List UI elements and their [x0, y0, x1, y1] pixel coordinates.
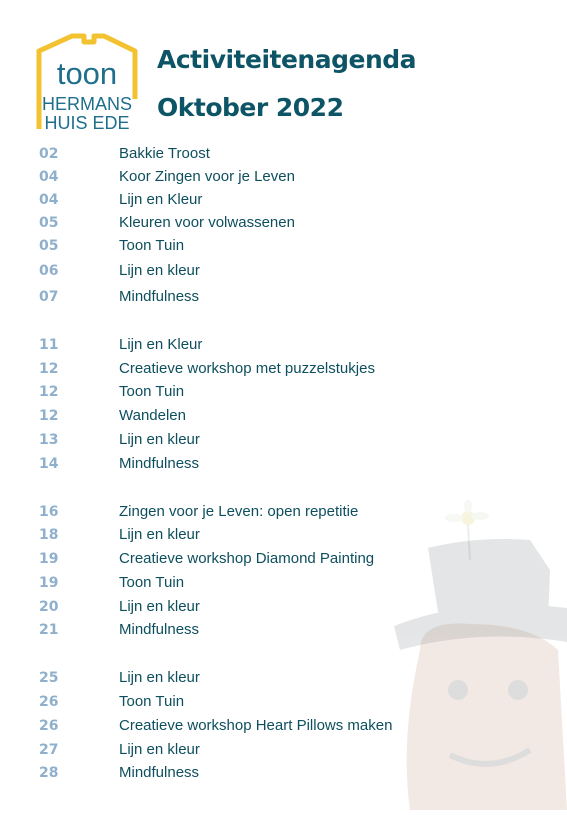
agenda-activity-name: Lijn en kleur — [119, 669, 200, 686]
agenda-activity-name: Mindfulness — [119, 455, 200, 472]
agenda-day-number: 25 — [39, 670, 59, 686]
agenda-item — [0, 691, 567, 713]
agenda-activity-name: Koor Zingen voor je Leven — [119, 168, 295, 185]
agenda-activity-name: Lijn en kleur — [119, 526, 200, 543]
agenda-activity-name: Creatieve workshop Heart Pillows maken — [119, 717, 393, 734]
agenda-day-number: 20 — [39, 599, 59, 615]
agenda-day-number: 07 — [39, 289, 59, 305]
agenda-item — [0, 453, 567, 475]
agenda-day-number: 05 — [39, 215, 59, 231]
agenda-day-number: 05 — [39, 238, 59, 254]
agenda-activity-name: Creatieve workshop met puzzelstukjes — [119, 360, 375, 377]
page-title: Activiteitenagenda — [157, 45, 417, 74]
agenda-item — [0, 166, 567, 188]
logo-word-toon: toon — [56, 56, 118, 91]
agenda-activity-name: Toon Tuin — [119, 574, 185, 591]
agenda-item — [0, 572, 567, 594]
agenda-item — [0, 667, 567, 689]
agenda-item — [0, 334, 567, 356]
agenda-activity-name: Lijn en kleur — [119, 431, 200, 448]
agenda-item — [0, 381, 567, 403]
agenda-item — [0, 212, 567, 234]
agenda-item — [0, 189, 567, 211]
agenda-item — [0, 429, 567, 451]
agenda-activity-name: Mindfulness — [119, 764, 200, 781]
agenda-day-number: 19 — [39, 575, 59, 591]
agenda-day-number: 13 — [39, 432, 59, 448]
agenda-item — [0, 715, 567, 737]
agenda-day-number: 12 — [39, 384, 59, 400]
agenda-day-number: 04 — [39, 192, 59, 208]
agenda-item — [0, 235, 567, 257]
agenda-day-number: 02 — [39, 146, 59, 162]
agenda-activity-name: Creatieve workshop Diamond Painting — [119, 550, 375, 567]
agenda-item — [0, 524, 567, 546]
agenda-day-number: 11 — [39, 337, 59, 353]
agenda-day-number: 18 — [39, 527, 59, 543]
agenda-item — [0, 739, 567, 761]
agenda-day-number: 27 — [39, 742, 59, 758]
logo-word-hermans: HERMANS — [41, 94, 133, 114]
agenda-item — [0, 619, 567, 641]
agenda-day-number: 28 — [39, 765, 59, 781]
agenda-item — [0, 548, 567, 570]
agenda-activity-name: Bakkie Troost — [119, 145, 210, 162]
page-subtitle-month: Oktober 2022 — [157, 93, 344, 122]
agenda-activity-name: Mindfulness — [119, 621, 200, 638]
agenda-activity-name: Lijn en Kleur — [119, 336, 203, 353]
agenda-item — [0, 143, 567, 165]
agenda-activity-name: Mindfulness — [119, 288, 200, 305]
agenda-activity-name: Lijn en kleur — [119, 262, 200, 279]
agenda-activity-name: Toon Tuin — [119, 693, 185, 710]
agenda-day-number: 21 — [39, 622, 59, 638]
agenda-day-number: 19 — [39, 551, 59, 567]
agenda-day-number: 06 — [39, 263, 59, 279]
agenda-item — [0, 286, 567, 308]
agenda-day-number: 16 — [39, 504, 59, 520]
agenda-activity-name: Toon Tuin — [119, 383, 185, 400]
agenda-item — [0, 358, 567, 380]
agenda-item — [0, 596, 567, 618]
agenda-activity-name: Toon Tuin — [119, 237, 185, 254]
agenda-item — [0, 405, 567, 427]
agenda-activity-name: Zingen voor je Leven: open repetitie — [119, 503, 359, 520]
agenda-item — [0, 260, 567, 282]
agenda-activity-name: Lijn en kleur — [119, 598, 200, 615]
agenda-day-number: 26 — [39, 718, 59, 734]
agenda-day-number: 14 — [39, 456, 59, 472]
agenda-activity-name: Lijn en kleur — [119, 741, 200, 758]
agenda-activity-name: Lijn en Kleur — [119, 191, 203, 208]
agenda-day-number: 12 — [39, 408, 59, 424]
agenda-day-number: 04 — [39, 169, 59, 185]
agenda-item — [0, 762, 567, 784]
agenda-activity-name: Wandelen — [119, 407, 186, 424]
agenda-day-number: 12 — [39, 361, 59, 377]
agenda-day-number: 26 — [39, 694, 59, 710]
agenda-activity-name: Kleuren voor volwassenen — [119, 214, 295, 231]
logo-word-huis-ede: HUIS EDE — [44, 113, 130, 133]
agenda-item — [0, 501, 567, 523]
